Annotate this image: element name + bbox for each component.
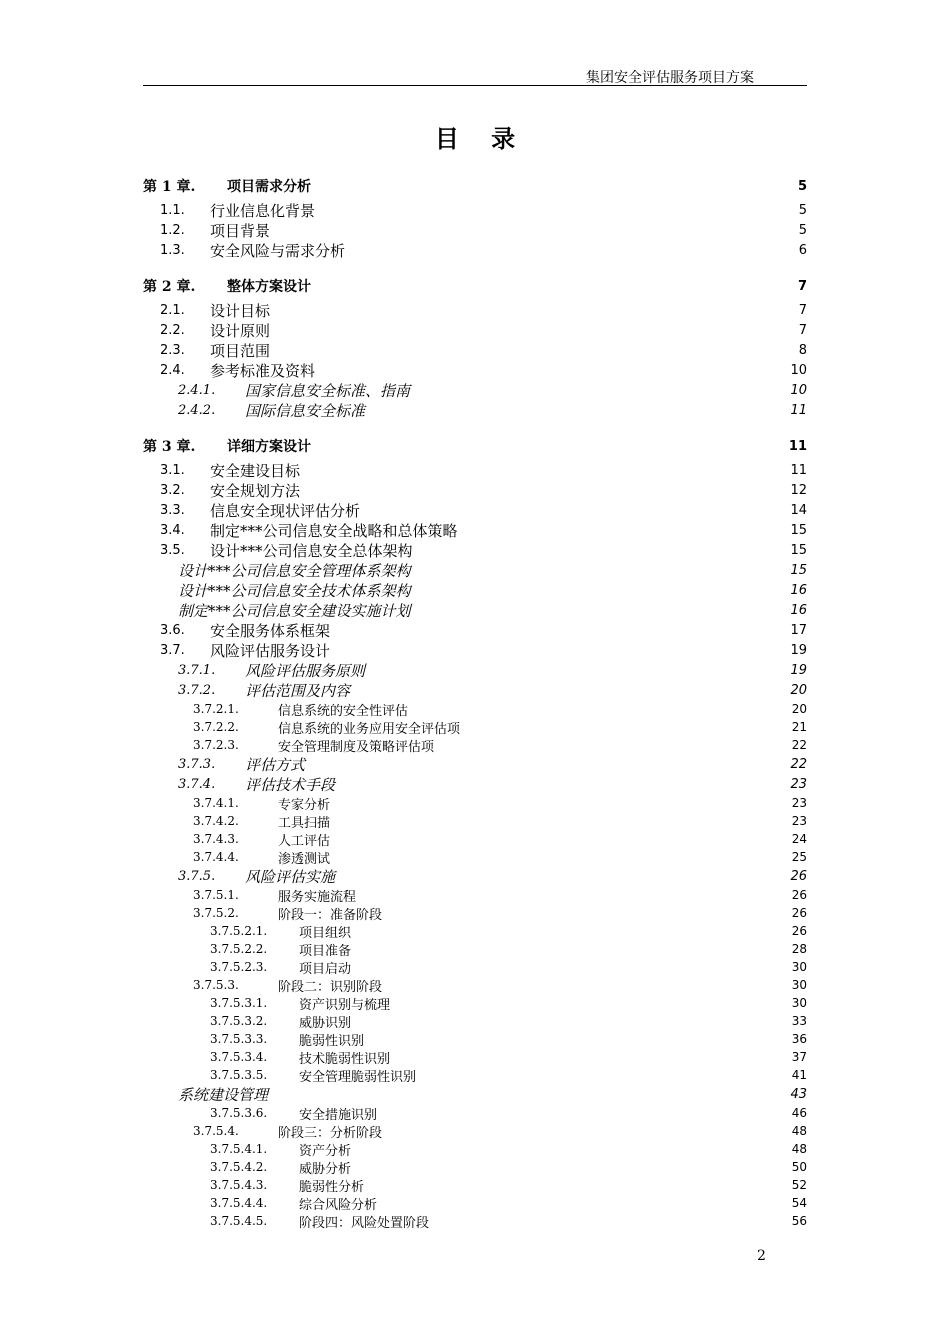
toc-entry-number: 3.7.2.1. (193, 702, 239, 716)
toc-entry[interactable] (143, 922, 807, 940)
toc-entry-number: 3.7.4.4. (193, 850, 239, 864)
toc-entry-number: 3.7.5.2.2. (210, 942, 268, 956)
toc-entry-title: 安全规划方法 (210, 481, 301, 500)
toc-entry-title: 安全服务体系框架 (210, 621, 331, 640)
toc-entry-number: 1.3. (160, 242, 185, 258)
toc-entry-page: 52 (791, 1178, 807, 1192)
toc-entry[interactable] (143, 220, 807, 240)
toc-entry-title: 设计原则 (210, 321, 271, 340)
toc-entry-number: 3.7.5.1. (193, 888, 239, 902)
toc-entry[interactable] (143, 1122, 807, 1140)
toc-entry-page: 22 (790, 756, 807, 772)
toc-entry-number: 2.2. (160, 322, 185, 338)
toc-entry-page: 48 (791, 1124, 807, 1138)
table-of-contents (143, 170, 807, 1230)
toc-entry-number: 3.7.5. (178, 868, 216, 884)
toc-entry-title: 设计***公司信息安全技术体系架构 (178, 581, 411, 600)
toc-entry-page: 6 (798, 242, 807, 258)
toc-entry-title: 评估方式 (245, 755, 306, 774)
toc-entry-title: 脆弱性分析 (299, 1179, 365, 1195)
toc-entry-title: 信息系统的业务应用安全评估项 (278, 721, 461, 737)
toc-entry-title: 服务实施流程 (278, 889, 357, 905)
toc-entry-page: 7 (798, 322, 807, 338)
toc-entry-title: 评估范围及内容 (245, 681, 351, 700)
toc-entry-title: 综合风险分析 (299, 1197, 378, 1213)
toc-entry-number: 第 3 章. (143, 439, 196, 455)
toc-entry-page: 41 (791, 1068, 807, 1082)
toc-chapter-entry[interactable] (143, 272, 807, 300)
toc-entry-number: 第 2 章. (143, 279, 196, 295)
toc-entry-title: 阶段一：准备阶段 (278, 907, 383, 923)
toc-entry-title: 详细方案设计 (227, 439, 311, 455)
toc-entry-page: 20 (790, 682, 807, 698)
toc-entry-title: 项目需求分析 (227, 179, 311, 195)
toc-entry-title: 项目背景 (210, 221, 271, 240)
toc-entry[interactable] (143, 904, 807, 922)
toc-entry[interactable] (143, 794, 807, 812)
toc-entry-page: 23 (791, 796, 807, 810)
toc-entry-number: 3.7.5.3.3. (210, 1032, 268, 1046)
toc-entry[interactable] (143, 736, 807, 754)
toc-entry-page: 14 (790, 502, 807, 518)
toc-entry-number: 3.7.5.4.4. (210, 1196, 268, 1210)
toc-entry-page: 25 (791, 850, 807, 864)
toc-entry-number: 3.4. (160, 522, 185, 538)
toc-entry-number: 3.7.2. (178, 682, 216, 698)
toc-entry-page: 5 (797, 178, 807, 194)
toc-entry[interactable] (143, 1084, 807, 1104)
toc-entry[interactable] (143, 660, 807, 680)
toc-entry-title: 技术脆弱性识别 (299, 1051, 391, 1067)
toc-entry-number: 3.7.4.2. (193, 814, 239, 828)
toc-entry[interactable] (143, 1066, 807, 1084)
toc-entry-number: 2.4. (160, 362, 185, 378)
toc-entry-page: 43 (790, 1086, 807, 1102)
toc-entry-title: 系统建设管理 (178, 1085, 269, 1104)
toc-entry-page: 19 (790, 642, 807, 658)
toc-entry-title: 风险评估服务原则 (245, 661, 366, 680)
toc-entry-page: 33 (791, 1014, 807, 1028)
toc-entry-title: 项目准备 (299, 943, 352, 959)
toc-entry-page: 54 (791, 1196, 807, 1210)
toc-entry-page: 8 (798, 342, 807, 358)
toc-entry-number: 2.3. (160, 342, 185, 358)
toc-entry-page: 30 (791, 960, 807, 974)
toc-entry-title: 安全管理脆弱性识别 (299, 1069, 417, 1085)
toc-entry[interactable] (143, 1194, 807, 1212)
toc-entry-page: 48 (791, 1142, 807, 1156)
toc-entry-number: 3.7.5.2.1. (210, 924, 268, 938)
toc-entry-title: 资产识别与梳理 (299, 997, 391, 1013)
toc-title: 目 录 (434, 124, 528, 153)
toc-entry-page: 15 (790, 522, 807, 538)
toc-entry-number: 3.7.5.3.1. (210, 996, 268, 1010)
toc-entry-page: 17 (790, 622, 807, 638)
toc-entry-number: 3.7.5.2.3. (210, 960, 268, 974)
toc-entry-page: 21 (791, 720, 807, 734)
toc-entry[interactable] (143, 940, 807, 958)
toc-entry[interactable] (143, 300, 807, 320)
toc-entry[interactable] (143, 380, 807, 400)
toc-entry-page: 24 (791, 832, 807, 846)
toc-entry[interactable] (143, 640, 807, 660)
toc-entry-page: 26 (791, 906, 807, 920)
toc-entry-title: 阶段二：识别阶段 (278, 979, 383, 995)
toc-entry-title: 行业信息化背景 (210, 201, 316, 220)
toc-entry-title: 工具扫描 (278, 815, 331, 831)
toc-entry[interactable] (143, 320, 807, 340)
toc-entry-title: 国家信息安全标准、指南 (245, 381, 411, 400)
toc-entry-title: 风险评估服务设计 (210, 641, 331, 660)
toc-entry-title: 整体方案设计 (227, 279, 311, 295)
toc-entry-number: 3.7.5.4.1. (210, 1142, 268, 1156)
toc-entry[interactable] (143, 360, 807, 380)
toc-entry-title: 安全管理制度及策略评估项 (278, 739, 435, 755)
toc-entry[interactable] (143, 848, 807, 866)
toc-entry[interactable] (143, 994, 807, 1012)
toc-entry-title: 资产分析 (299, 1143, 352, 1159)
toc-chapter-entry[interactable] (143, 432, 807, 460)
toc-entry[interactable] (143, 1158, 807, 1176)
toc-entry-page: 5 (798, 202, 807, 218)
toc-entry-number: 3.7.5.4.2. (210, 1160, 268, 1174)
toc-entry-number: 3.2. (160, 482, 185, 498)
toc-entry-number: 3.7.5.3.6. (210, 1106, 268, 1120)
toc-entry-title: 安全风险与需求分析 (210, 241, 346, 260)
toc-entry-title: 安全建设目标 (210, 461, 301, 480)
toc-entry-page: 23 (791, 814, 807, 828)
toc-entry-page: 11 (790, 402, 807, 418)
toc-entry[interactable] (143, 1030, 807, 1048)
toc-entry-page: 19 (790, 662, 807, 678)
toc-entry-page: 56 (791, 1214, 807, 1228)
toc-entry-page: 30 (791, 978, 807, 992)
toc-entry-number: 3.3. (160, 502, 185, 518)
toc-entry-number: 3.7.5.3.2. (210, 1014, 268, 1028)
toc-entry-page: 28 (791, 942, 807, 956)
toc-entry-page: 16 (790, 602, 807, 618)
toc-entry[interactable] (143, 754, 807, 774)
page-number: 2 (757, 1248, 766, 1264)
toc-entry-title: 参考标准及资料 (210, 361, 316, 380)
toc-entry-number: 3.7.4.3. (193, 832, 239, 846)
toc-entry-title: 渗透测试 (278, 851, 331, 867)
toc-entry-title: 设计目标 (210, 301, 271, 320)
toc-entry-number: 3.5. (160, 542, 185, 558)
toc-entry-title: 评估技术手段 (245, 775, 336, 794)
toc-entry-page: 7 (797, 278, 807, 294)
toc-entry-number: 2.1. (160, 302, 185, 318)
toc-entry-title: 信息系统的安全性评估 (278, 703, 409, 719)
toc-entry-number: 3.7.5.3.4. (210, 1050, 268, 1064)
toc-entry-page: 12 (790, 482, 807, 498)
toc-entry[interactable] (143, 480, 807, 500)
toc-entry-title: 脆弱性识别 (299, 1033, 365, 1049)
toc-entry-title: 专家分析 (278, 797, 331, 813)
toc-entry[interactable] (143, 1212, 807, 1230)
toc-entry-title: 制定***公司信息安全战略和总体策略 (210, 521, 458, 540)
toc-entry-page: 11 (788, 438, 807, 454)
toc-entry[interactable] (143, 560, 807, 580)
toc-entry-page: 7 (798, 302, 807, 318)
toc-entry[interactable] (143, 540, 807, 560)
toc-entry[interactable] (143, 812, 807, 830)
toc-entry[interactable] (143, 886, 807, 904)
toc-entry[interactable] (143, 1176, 807, 1194)
toc-entry[interactable] (143, 866, 807, 886)
toc-entry-page: 5 (798, 222, 807, 238)
toc-entry[interactable] (143, 700, 807, 718)
toc-entry[interactable] (143, 774, 807, 794)
toc-entry[interactable] (143, 240, 807, 260)
toc-entry-title: 威胁分析 (299, 1161, 352, 1177)
toc-entry-page: 46 (791, 1106, 807, 1120)
toc-entry-page: 37 (791, 1050, 807, 1064)
toc-entry-page: 22 (791, 738, 807, 752)
toc-entry-page: 10 (790, 382, 807, 398)
toc-entry-title: 制定***公司信息安全建设实施计划 (178, 601, 411, 620)
toc-entry-number: 3.7.2.2. (193, 720, 239, 734)
toc-entry-number: 3.7.5.4.5. (210, 1214, 268, 1228)
toc-entry-number: 3.1. (160, 462, 185, 478)
toc-entry-number: 3.7.2.3. (193, 738, 239, 752)
toc-entry-page: 50 (791, 1160, 807, 1174)
toc-entry[interactable] (143, 580, 807, 600)
toc-entry-number: 1.1. (160, 202, 185, 218)
toc-entry-page: 16 (790, 582, 807, 598)
toc-entry-page: 15 (790, 562, 807, 578)
toc-entry-number: 2.4.2. (178, 402, 216, 418)
toc-entry-title: 安全措施识别 (299, 1107, 378, 1123)
toc-entry[interactable] (143, 1048, 807, 1066)
toc-entry-title: 阶段四：风险处置阶段 (299, 1215, 430, 1231)
toc-entry-title: 阶段三：分析阶段 (278, 1125, 383, 1141)
toc-entry-page: 36 (791, 1032, 807, 1046)
toc-entry-number: 1.2. (160, 222, 185, 238)
toc-entry[interactable] (143, 830, 807, 848)
toc-entry-title: 国际信息安全标准 (245, 401, 366, 420)
toc-entry[interactable] (143, 200, 807, 220)
toc-entry-number: 3.6. (160, 622, 185, 638)
toc-entry[interactable] (143, 340, 807, 360)
toc-entry-number: 3.7.5.4. (193, 1124, 239, 1138)
chapter-gap (143, 420, 807, 430)
toc-entry-title: 信息安全现状评估分析 (210, 501, 361, 520)
toc-entry[interactable] (143, 718, 807, 736)
toc-entry-number: 3.7.3. (178, 756, 216, 772)
toc-entry[interactable] (143, 1104, 807, 1122)
toc-entry-title: 设计***公司信息安全管理体系架构 (178, 561, 411, 580)
header-title: 集团安全评估服务项目方案 (586, 70, 754, 86)
toc-entry-number: 3.7.5.3.5. (210, 1068, 268, 1082)
toc-entry-number: 3.7.5.2. (193, 906, 239, 920)
toc-entry-page: 26 (791, 888, 807, 902)
chapter-gap (143, 260, 807, 270)
toc-entry-title: 威胁识别 (299, 1015, 352, 1031)
toc-entry[interactable] (143, 500, 807, 520)
toc-entry-title: 设计***公司信息安全总体架构 (210, 541, 413, 560)
toc-entry-title: 人工评估 (278, 833, 331, 849)
toc-entry-page: 10 (790, 362, 807, 378)
toc-entry-number: 3.7.4.1. (193, 796, 239, 810)
toc-entry[interactable] (143, 400, 807, 420)
toc-entry-number: 2.4.1. (178, 382, 216, 398)
toc-entry-title: 项目启动 (299, 961, 352, 977)
toc-entry-page: 30 (791, 996, 807, 1010)
toc-entry[interactable] (143, 460, 807, 480)
toc-entry-title: 风险评估实施 (245, 867, 336, 886)
toc-entry-title: 项目范围 (210, 341, 271, 360)
toc-entry-page: 26 (791, 924, 807, 938)
toc-entry[interactable] (143, 976, 807, 994)
toc-entry[interactable] (143, 620, 807, 640)
toc-entry[interactable] (143, 958, 807, 976)
header-rule (143, 85, 807, 86)
toc-entry-page: 26 (790, 868, 807, 884)
toc-entry[interactable] (143, 680, 807, 700)
toc-entry-page: 11 (790, 462, 807, 478)
toc-entry-number: 3.7.5.4.3. (210, 1178, 268, 1192)
toc-entry-page: 20 (791, 702, 807, 716)
toc-entry-number: 3.7. (160, 642, 185, 658)
toc-entry-title: 项目组织 (299, 925, 352, 941)
toc-entry-number: 第 1 章. (143, 179, 196, 195)
toc-chapter-entry[interactable] (143, 172, 807, 200)
toc-entry[interactable] (143, 600, 807, 620)
toc-entry[interactable] (143, 520, 807, 540)
toc-entry[interactable] (143, 1012, 807, 1030)
toc-entry-number: 3.7.5.3. (193, 978, 239, 992)
toc-entry-number: 3.7.1. (178, 662, 216, 678)
toc-entry-page: 23 (790, 776, 807, 792)
toc-entry[interactable] (143, 1140, 807, 1158)
toc-entry-page: 15 (790, 542, 807, 558)
toc-entry-number: 3.7.4. (178, 776, 216, 792)
